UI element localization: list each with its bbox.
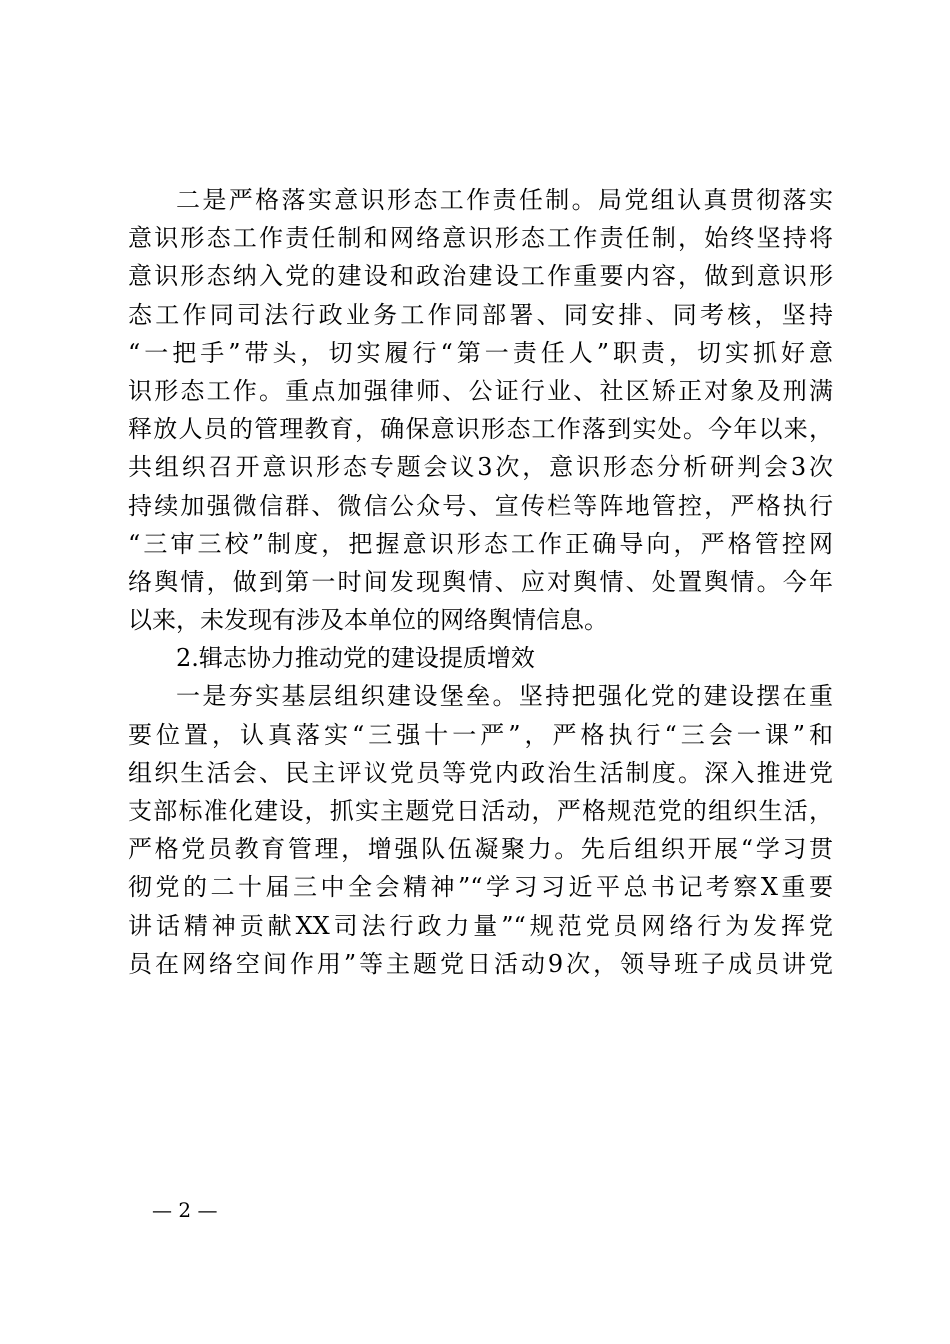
paragraph-line: 络舆情，做到第一时间发现舆情、应对舆情、处置舆情。今年	[128, 567, 833, 596]
paragraph-line: 持续加强微信群、微信公众号、宣传栏等阵地管控，严格执行	[128, 491, 833, 520]
paragraph-line: 二是严格落实意识形态工作责任制。局党组认真贯彻落实	[176, 186, 833, 214]
paragraph-line: 态工作同司法行政业务工作同部署、同安排、同考核，坚持	[128, 300, 833, 329]
paragraph-line: 讲话精神贡献XX司法行政力量”“规范党员网络行为发挥党	[128, 911, 833, 940]
paragraph-line: 彻党的二十届三中全会精神”“学习习近平总书记考察X重要	[128, 873, 833, 902]
paragraph-line: 共组织召开意识形态专题会议3次，意识形态分析研判会3次	[128, 453, 833, 482]
paragraph-line: 识形态工作。重点加强律师、公证行业、社区矫正对象及刑满	[128, 376, 833, 405]
section-heading: 2.辑志协力推动党的建设提质增效	[176, 644, 535, 673]
paragraph-line: 以来，未发现有涉及本单位的网络舆情信息。	[128, 606, 608, 635]
paragraph-line: 意识形态工作责任制和网络意识形态工作责任制，始终坚持将	[128, 224, 833, 253]
paragraph-line: 支部标准化建设，抓实主题党日活动，严格规范党的组织生活，	[128, 797, 833, 825]
paragraph-line: 严格党员教育管理，增强队伍凝聚力。先后组织开展“学习贯	[128, 835, 833, 864]
paragraph-line: 要位置，认真落实“三强十一严”，严格执行“三会一课”和	[128, 720, 833, 749]
page-number: — 2 —	[152, 1198, 218, 1222]
body-text	[128, 181, 833, 983]
paragraph-line: “三审三校”制度，把握意识形态工作正确导向，严格管控网	[128, 529, 833, 558]
paragraph-line: 意识形态纳入党的建设和政治建设工作重要内容，做到意识形	[128, 262, 833, 291]
paragraph-line: 一是夯实基层组织建设堡垒。坚持把强化党的建设摆在重	[176, 682, 833, 711]
paragraph-line: 释放人员的管理教育，确保意识形态工作落到实处。今年以来，	[128, 415, 833, 444]
paragraph-line: 组织生活会、民主评议党员等党内政治生活制度。深入推进党	[128, 758, 833, 787]
paragraph-line: 员在网络空间作用”等主题党日活动9次，领导班子成员讲党	[128, 949, 833, 978]
paragraph-line: “一把手”带头，切实履行“第一责任人”职责，切实抓好意	[128, 338, 833, 367]
